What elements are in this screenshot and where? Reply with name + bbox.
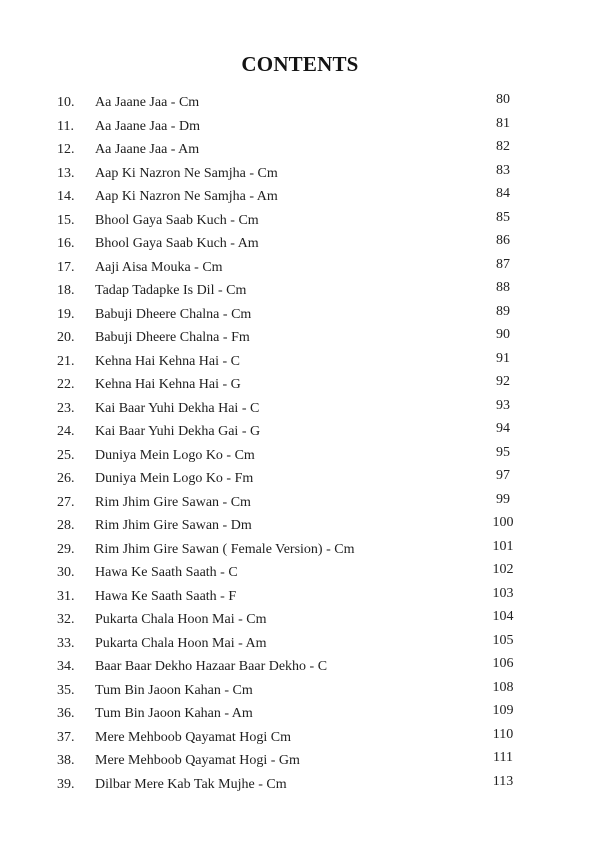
toc-entry-title: Baar Baar Dekho Hazaar Baar Dekho - C [95, 659, 328, 674]
toc-entry-number: 19. [57, 306, 75, 322]
toc-entry-number: 37. [57, 729, 75, 745]
toc-entry-number: 33. [57, 635, 75, 651]
toc-entry-title: Aap Ki Nazron Ne Samjha - Cm [95, 165, 278, 181]
toc-entry-title: Aa Jaane Jaa - Am [95, 142, 200, 157]
toc-entry-title: Aaji Aisa Mouka - Cm [95, 259, 223, 275]
toc-entry-number: 14. [57, 189, 75, 204]
toc-entry-title: Babuji Dheere Chalna - Cm [95, 306, 252, 322]
toc-entry-number: 10. [57, 95, 75, 110]
toc-entry-number: 18. [57, 283, 75, 298]
toc-entry-page: 106 [492, 656, 514, 671]
toc-entry-title: Kehna Hai Kehna Hai - G [95, 377, 241, 392]
toc-entry-title: Aa Jaane Jaa - Cm [95, 95, 200, 110]
toc-entry-page: 100 [492, 515, 514, 530]
toc-entry-page: 101 [492, 538, 514, 554]
toc-entry-page: 93 [496, 397, 510, 413]
toc-entry-title: Dilbar Mere Kab Tak Mujhe - Cm [95, 776, 287, 792]
toc-entry-number: 31. [57, 588, 75, 604]
toc-entry-number: 21. [57, 353, 75, 369]
toc-entry-number: 39. [57, 776, 75, 792]
toc-entry-page: 87 [496, 256, 510, 272]
toc-entry-page: 102 [492, 562, 514, 577]
toc-entry-title: Rim Jhim Gire Sawan - Cm [95, 494, 251, 510]
toc-entry-page: 108 [492, 679, 514, 695]
toc-entry-title: Kai Baar Yuhi Dekha Hai - C [95, 400, 260, 416]
toc-entry-number: 27. [57, 494, 75, 510]
toc-entry-title: Rim Jhim Gire Sawan ( Female Version) - Cm [95, 541, 355, 557]
toc-entry-title: Aap Ki Nazron Ne Samjha - Am [95, 189, 278, 204]
toc-entry-title: Pukarta Chala Hoon Mai - Am [95, 635, 267, 651]
page-title: CONTENTS [241, 52, 359, 76]
toc-entry-page: 80 [496, 92, 510, 107]
toc-entry-page: 113 [492, 773, 514, 789]
table-of-contents [0, 94, 600, 799]
toc-entry-title: Tadap Tadapke Is Dil - Cm [95, 283, 247, 298]
toc-entry-title: Bhool Gaya Saab Kuch - Am [95, 236, 259, 251]
toc-entry-page: 99 [496, 491, 510, 507]
toc-entry-number: 26. [57, 471, 75, 486]
toc-entry-number: 32. [57, 612, 75, 627]
toc-entry-title: Babuji Dheere Chalna - Fm [95, 330, 250, 345]
toc-entry-number: 30. [57, 565, 75, 580]
toc-entry-number: 25. [57, 447, 75, 463]
toc-entry-page: 84 [496, 186, 510, 201]
toc-entry-number: 24. [57, 424, 75, 439]
toc-entry-page: 105 [492, 632, 514, 648]
toc-entry-number: 28. [57, 518, 75, 533]
toc-entry-number: 13. [57, 165, 75, 181]
toc-entry-title: Rim Jhim Gire Sawan - Dm [95, 518, 252, 533]
toc-entry-number: 16. [57, 236, 75, 251]
toc-entry-page: 85 [496, 209, 510, 225]
toc-entry-page: 94 [496, 421, 510, 436]
toc-entry-number: 20. [57, 330, 75, 345]
toc-entry-title: Kehna Hai Kehna Hai - C [95, 353, 241, 369]
toc-entry-page: 95 [496, 444, 510, 460]
toc-entry[interactable] [0, 773, 600, 800]
toc-entry-title: Mere Mehboob Qayamat Hogi - Gm [95, 753, 300, 768]
toc-entry-title: Mere Mehboob Qayamat Hogi Cm [95, 729, 291, 745]
toc-entry-title: Aa Jaane Jaa - Dm [95, 118, 200, 134]
toc-entry-number: 12. [57, 142, 75, 157]
toc-entry-page: 90 [496, 327, 510, 342]
toc-entry-number: 11. [57, 118, 74, 134]
toc-entry-title: Hawa Ke Saath Saath - C [95, 565, 238, 580]
toc-entry-number: 34. [57, 659, 75, 674]
toc-entry-page: 91 [496, 350, 510, 366]
toc-entry-number: 35. [57, 682, 75, 698]
toc-entry-page: 109 [492, 703, 514, 718]
toc-entry-title: Bhool Gaya Saab Kuch - Cm [95, 212, 259, 228]
toc-entry-number: 29. [57, 541, 75, 557]
toc-entry-number: 36. [57, 706, 75, 721]
toc-entry-title: Duniya Mein Logo Ko - Fm [95, 471, 254, 486]
toc-entry-page: 83 [496, 162, 510, 178]
toc-entry-title: Kai Baar Yuhi Dekha Gai - G [95, 424, 261, 439]
toc-entry-page: 97 [496, 468, 510, 483]
toc-entry-number: 17. [57, 259, 75, 275]
toc-entry-page: 104 [492, 609, 514, 624]
toc-entry-page: 82 [496, 139, 510, 154]
toc-entry-title: Tum Bin Jaoon Kahan - Cm [95, 682, 253, 698]
toc-entry-page: 110 [492, 726, 514, 742]
toc-entry-number: 38. [57, 753, 75, 768]
toc-entry-number: 15. [57, 212, 75, 228]
toc-entry-title: Tum Bin Jaoon Kahan - Am [95, 706, 253, 721]
toc-entry-title: Hawa Ke Saath Saath - F [95, 588, 237, 604]
toc-entry-number: 23. [57, 400, 75, 416]
toc-entry-page: 103 [492, 585, 514, 601]
toc-entry-page: 111 [493, 750, 513, 765]
toc-entry-page: 86 [496, 233, 510, 248]
toc-entry-page: 81 [496, 115, 510, 131]
toc-entry-page: 88 [496, 280, 510, 295]
toc-entry-page: 92 [496, 374, 510, 389]
toc-entry-page: 89 [496, 303, 510, 319]
toc-entry-title: Pukarta Chala Hoon Mai - Cm [95, 612, 267, 627]
toc-entry-title: Duniya Mein Logo Ko - Cm [95, 447, 255, 463]
toc-entry-number: 22. [57, 377, 75, 392]
